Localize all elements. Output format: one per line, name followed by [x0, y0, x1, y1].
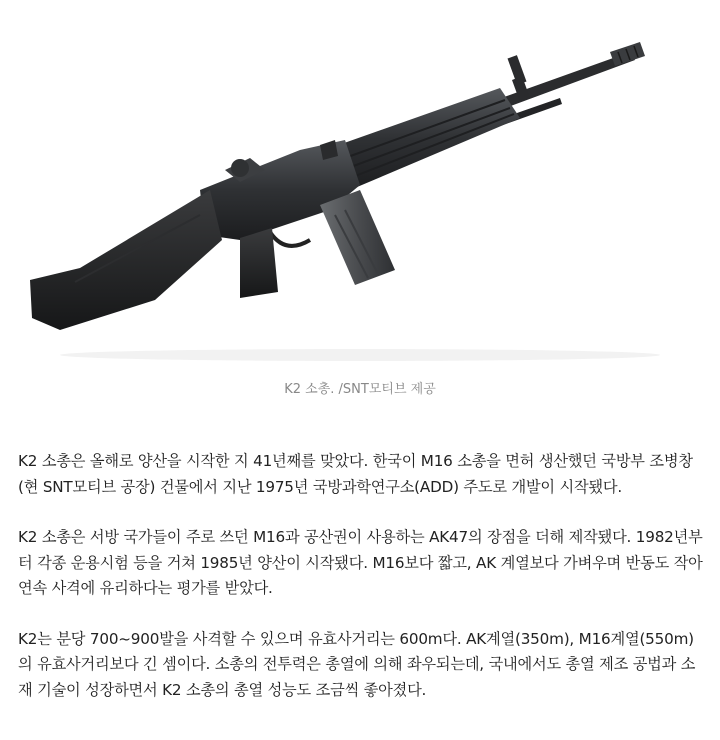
article-paragraph-2: K2 소총은 서방 국가들이 주로 쓰던 M16과 공산권이 사용하는 AK47의 장점을 더해 제작됐다. 1982년부터 각종 운용시험 등을 거쳐 1985년 양산이 시작됐다. M16보다 짧고, AK 계열보다 가벼우며 반동도 작아 연속 사격에 유리하다는 평가를 받았다. [18, 528, 703, 597]
photo-caption: K2 소총. /SNT모티브 제공 [284, 382, 436, 397]
article-paragraph-1: K2 소총은 올해로 양산을 시작한 지 41년째를 맞았다. 한국이 M16 소총을 면허 생산했던 국방부 조병창(현 SNT모티브 공장) 건물에서 지난 1975년 국방과학연구소(ADD) 주도로 개발이 시작됐다. [18, 452, 693, 496]
article-paragraph-3: K2는 분당 700~900발을 사격할 수 있으며 유효사거리는 600m다. AK계열(350m), M16계열(550m)의 유효사거리보다 긴 셈이다. 소총의 전투력은 총열에 의해 좌우되는데, 국내에서도 총열 제조 공법과 소재 기술이 성장하면서 K2 소총의 총열 성능도 조금씩 좋아졌다. [18, 629, 696, 699]
article-body [18, 449, 708, 728]
